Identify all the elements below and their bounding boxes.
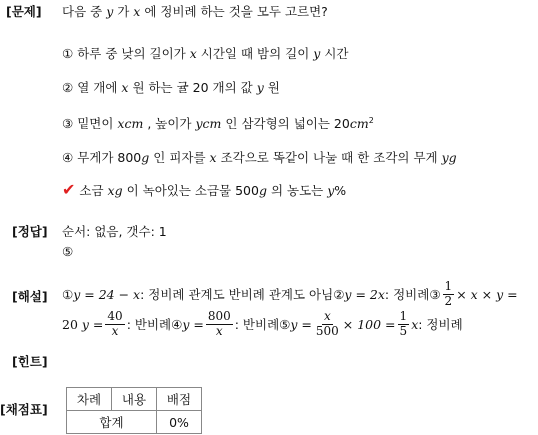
explanation-label: [해설] (12, 289, 48, 304)
fraction: $\frac{1}{2}$ (444, 279, 453, 308)
header-cell: 배점 (157, 388, 202, 411)
explanation-line-1: ① y = 24 − x : 정비례 관계도 반비례 관계도 아님② y = 2x : 정비례③ $\frac{1}{2}$ × x × y = (62, 279, 518, 308)
check-icon: ✔ (62, 180, 76, 199)
option-marker: ③ (62, 116, 74, 131)
option-marker: ② (62, 80, 74, 95)
explanation-line-2: 20 y = $\frac{40}{x}$ : 반비례④ y = $\frac{800}{x}$ : 반비례⑤ y = $\frac{x}{500}$ × 100 = $\frac{1}{5}$ x : 정비례 (62, 309, 463, 338)
option-5[interactable]: ✔ 소금 xg 이 녹아있는 소금물 500g 의 농도는 y% (62, 180, 347, 199)
score-table-total (67, 411, 202, 434)
fraction: $\frac{x}{500}$ (315, 309, 339, 338)
option-2[interactable]: ② 열 개에 x 원 하는 귤 20 개의 값 y 원 (62, 80, 280, 95)
option-3[interactable]: ③ 밑면이 xcm , 높이가 ycm 인 삼각형의 넓이는 $20cm^2$ (62, 115, 374, 131)
score-label: [채점표] (0, 402, 48, 417)
problem-label: [문제] (6, 4, 42, 19)
fraction: $\frac{800}{x}$ (207, 309, 231, 338)
answer-value: ⑤ (62, 244, 74, 259)
option-marker: ① (62, 46, 74, 61)
hint-label: [힌트] (12, 354, 48, 369)
total-label: 합계 (67, 411, 157, 434)
option-4[interactable]: ④ 무게가 800g 인 피자를 x 조각으로 똑같이 나눌 때 한 조각의 무게 yg (62, 150, 457, 165)
option-marker: ④ (62, 150, 74, 165)
fraction: $\frac{40}{x}$ (107, 309, 123, 338)
header-cell: 차례 (67, 388, 112, 411)
total-value: 0% (157, 411, 202, 434)
fraction: $\frac{1}{5}$ (399, 309, 408, 338)
answer-label: [정답] (12, 224, 48, 239)
option-1[interactable]: ① 하루 중 낮의 길이가 x 시간일 때 밤의 길이 y 시간 (62, 46, 349, 61)
score-table-header (67, 388, 202, 411)
answer-meta: 순서: 없음, 갯수: 1 (62, 224, 167, 239)
score-table (66, 387, 202, 434)
problem-question: 다음 중 y 가 x 에 정비례 하는 것을 모두 고르면? (62, 4, 328, 19)
header-cell: 내용 (112, 388, 157, 411)
